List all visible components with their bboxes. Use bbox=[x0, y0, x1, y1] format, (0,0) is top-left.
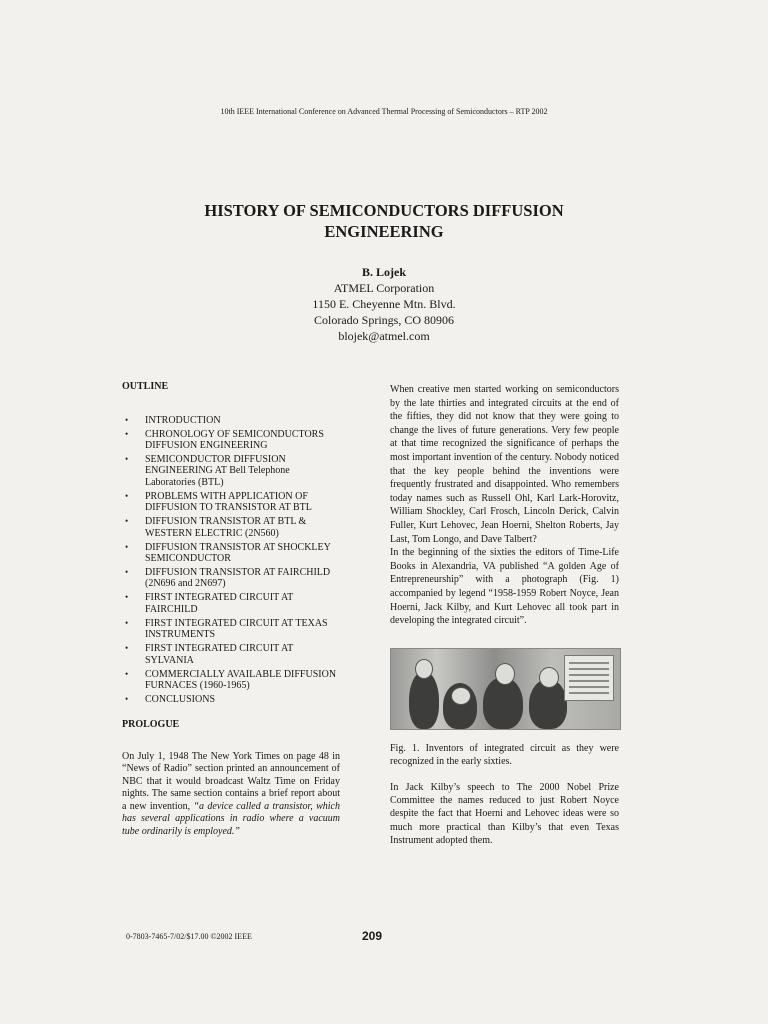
outline-item-text: FIRST INTEGRATED CIRCUIT AT SYLVANIA bbox=[145, 643, 294, 666]
prologue-text-plain: On July 1, 1948 The New York Times on page 48 in “News of Radio” section printed an announcement of NBC that it would broadcast Waltz Time on Friday nights. The same section contains a brief report about a new invention, bbox=[122, 751, 340, 812]
outline-item bbox=[122, 415, 340, 426]
right-column bbox=[390, 383, 619, 848]
photo-legend-line bbox=[569, 662, 609, 664]
photo-person-1 bbox=[409, 671, 439, 729]
conference-header: 10th IEEE International Conference on Advanced Thermal Processing of Semiconductors – RTP 2002 bbox=[220, 107, 548, 116]
prologue-text-italic: “a device called a transistor, which has several applications in radio where a vacuum tube ordinarily is employed.” bbox=[122, 800, 340, 837]
figure-1-caption: Fig. 1. Inventors of integrated circuit as they were recognized in the early sixties. bbox=[390, 742, 619, 768]
outline-item-text: PROBLEMS WITH APPLICATION OF DIFFUSION TO TRANSISTOR AT BTL bbox=[145, 490, 312, 514]
photo-legend-line bbox=[569, 680, 609, 682]
outline-item bbox=[122, 491, 340, 514]
outline-item bbox=[122, 592, 340, 615]
nobel-paragraph: In Jack Kilby’s speech to The 2000 Nobel Prize Committee the names reduced to just Robert Noyce despite the fact that Hoerni and Lehovec ideas were so much more practical than Kilby’s that even Texas Instrument adopted them. bbox=[390, 781, 619, 847]
author-address-line2: Colorado Springs, CO 80906 bbox=[313, 313, 454, 327]
prologue-paragraph bbox=[122, 751, 340, 838]
outline-item-text: COMMERCIALLY AVAILABLE DIFFUSION FURNACES (1960-1965) bbox=[145, 668, 337, 692]
outline-item bbox=[122, 643, 340, 666]
paper-title bbox=[100, 200, 668, 242]
photo-head-4 bbox=[539, 667, 559, 688]
intro-paragraph: When creative men started working on semiconductors by the late thirties and integrated circuits at the end of the fifties, they did not know that they were going to change the lives of future generations. Very few people at that time recognized the significance of perhaps the most important invention of the century. Nobody noticed that the key people behind the inventions were frequently frustrated and disappointed. Who remembers today names such as Russell Ohl, Karl Lark-Horovitz, William Shockley, Carl Frosch, Lincoln Derick, Calvin Fuller, Kurt Lehovec, Jean Hoerni, Shelton Roberts, Jay Last, Tom Longo, and Dave Talbert? bbox=[390, 384, 619, 545]
prologue-heading: PROLOGUE bbox=[122, 719, 180, 731]
outline-item bbox=[122, 516, 340, 539]
outline-item bbox=[122, 694, 340, 705]
outline-list bbox=[122, 415, 340, 706]
bullet-icon: • bbox=[125, 668, 129, 679]
outline-item bbox=[122, 567, 340, 590]
copyright-footer: 0-7803-7465-7/02/$17.00 ©2002 IEEE bbox=[126, 932, 252, 941]
bullet-icon: • bbox=[125, 694, 129, 705]
author-organization: ATMEL Corporation bbox=[333, 281, 435, 295]
photo-legend-line bbox=[569, 668, 609, 670]
outline-item bbox=[122, 618, 340, 641]
photo-head-3 bbox=[495, 663, 515, 685]
outline-item-text: FIRST INTEGRATED CIRCUIT AT FAIRCHILD bbox=[145, 592, 294, 615]
photo-head-2 bbox=[451, 687, 471, 705]
bullet-icon: • bbox=[125, 516, 129, 527]
outline-item-text: CHRONOLOGY OF SEMICONDUCTORS DIFFUSION ENGINEERING bbox=[145, 428, 324, 451]
author-email: blojek@atmel.com bbox=[338, 329, 430, 343]
photo-legend-line bbox=[569, 692, 609, 694]
outline-item bbox=[122, 669, 340, 692]
paper-title-line1: HISTORY OF SEMICONDUCTORS DIFFUSION bbox=[204, 201, 564, 220]
outline-item-text: SEMICONDUCTOR DIFFUSION ENGINEERING AT Bell Telephone Laboratories (BTL) bbox=[145, 454, 290, 488]
figure-1-photo bbox=[390, 648, 621, 730]
photo-legend-line bbox=[569, 674, 609, 676]
bullet-icon: • bbox=[125, 592, 129, 603]
outline-item-text: FIRST INTEGRATED CIRCUIT AT TEXAS INSTRUMENTS bbox=[145, 617, 328, 641]
photo-legend-box bbox=[564, 655, 614, 701]
outline-item bbox=[122, 454, 340, 488]
bullet-icon: • bbox=[125, 541, 129, 552]
photo-head-1 bbox=[415, 659, 433, 679]
outline-item-text: DIFFUSION TRANSISTOR AT BTL & WESTERN ELECTRIC (2N560) bbox=[145, 516, 307, 539]
outline-item bbox=[122, 429, 340, 452]
outline-item bbox=[122, 542, 340, 565]
left-column bbox=[122, 381, 340, 838]
paper-title-line2: ENGINEERING bbox=[324, 222, 444, 241]
author-name: B. Lojek bbox=[361, 265, 406, 279]
outline-item-text: DIFFUSION TRANSISTOR AT SHOCKLEY SEMICONDUCTOR bbox=[145, 541, 331, 565]
bullet-icon: • bbox=[125, 428, 129, 439]
photo-legend-line bbox=[569, 686, 609, 688]
bullet-icon: • bbox=[125, 643, 129, 654]
bullet-icon: • bbox=[125, 454, 129, 464]
outline-heading: OUTLINE bbox=[122, 381, 169, 392]
bullet-icon: • bbox=[125, 617, 129, 628]
page-number: 209 bbox=[362, 929, 383, 943]
author-address-line1: 1150 E. Cheyenne Mtn. Blvd. bbox=[312, 297, 456, 311]
outline-item-text: INTRODUCTION bbox=[145, 414, 221, 426]
bullet-icon: • bbox=[125, 567, 129, 578]
outline-item-text: CONCLUSIONS bbox=[145, 694, 216, 706]
timelife-paragraph: In the beginning of the sixties the editors of Time-Life Books in Alexandria, VA published “A golden Age of Entrepreneurship” with a photograph (Fig. 1) accompanied by legend “1958-1959 Robert Noyce, Jean Hoerni, Jack Kilby, and Kurt Lehovec all took part in developing the integrated circuit”. bbox=[390, 547, 619, 627]
author-block bbox=[200, 264, 568, 344]
bullet-icon: • bbox=[125, 490, 129, 501]
bullet-icon: • bbox=[125, 414, 129, 425]
outline-item-text: DIFFUSION TRANSISTOR AT FAIRCHILD (2N696 and 2N697) bbox=[145, 567, 331, 590]
